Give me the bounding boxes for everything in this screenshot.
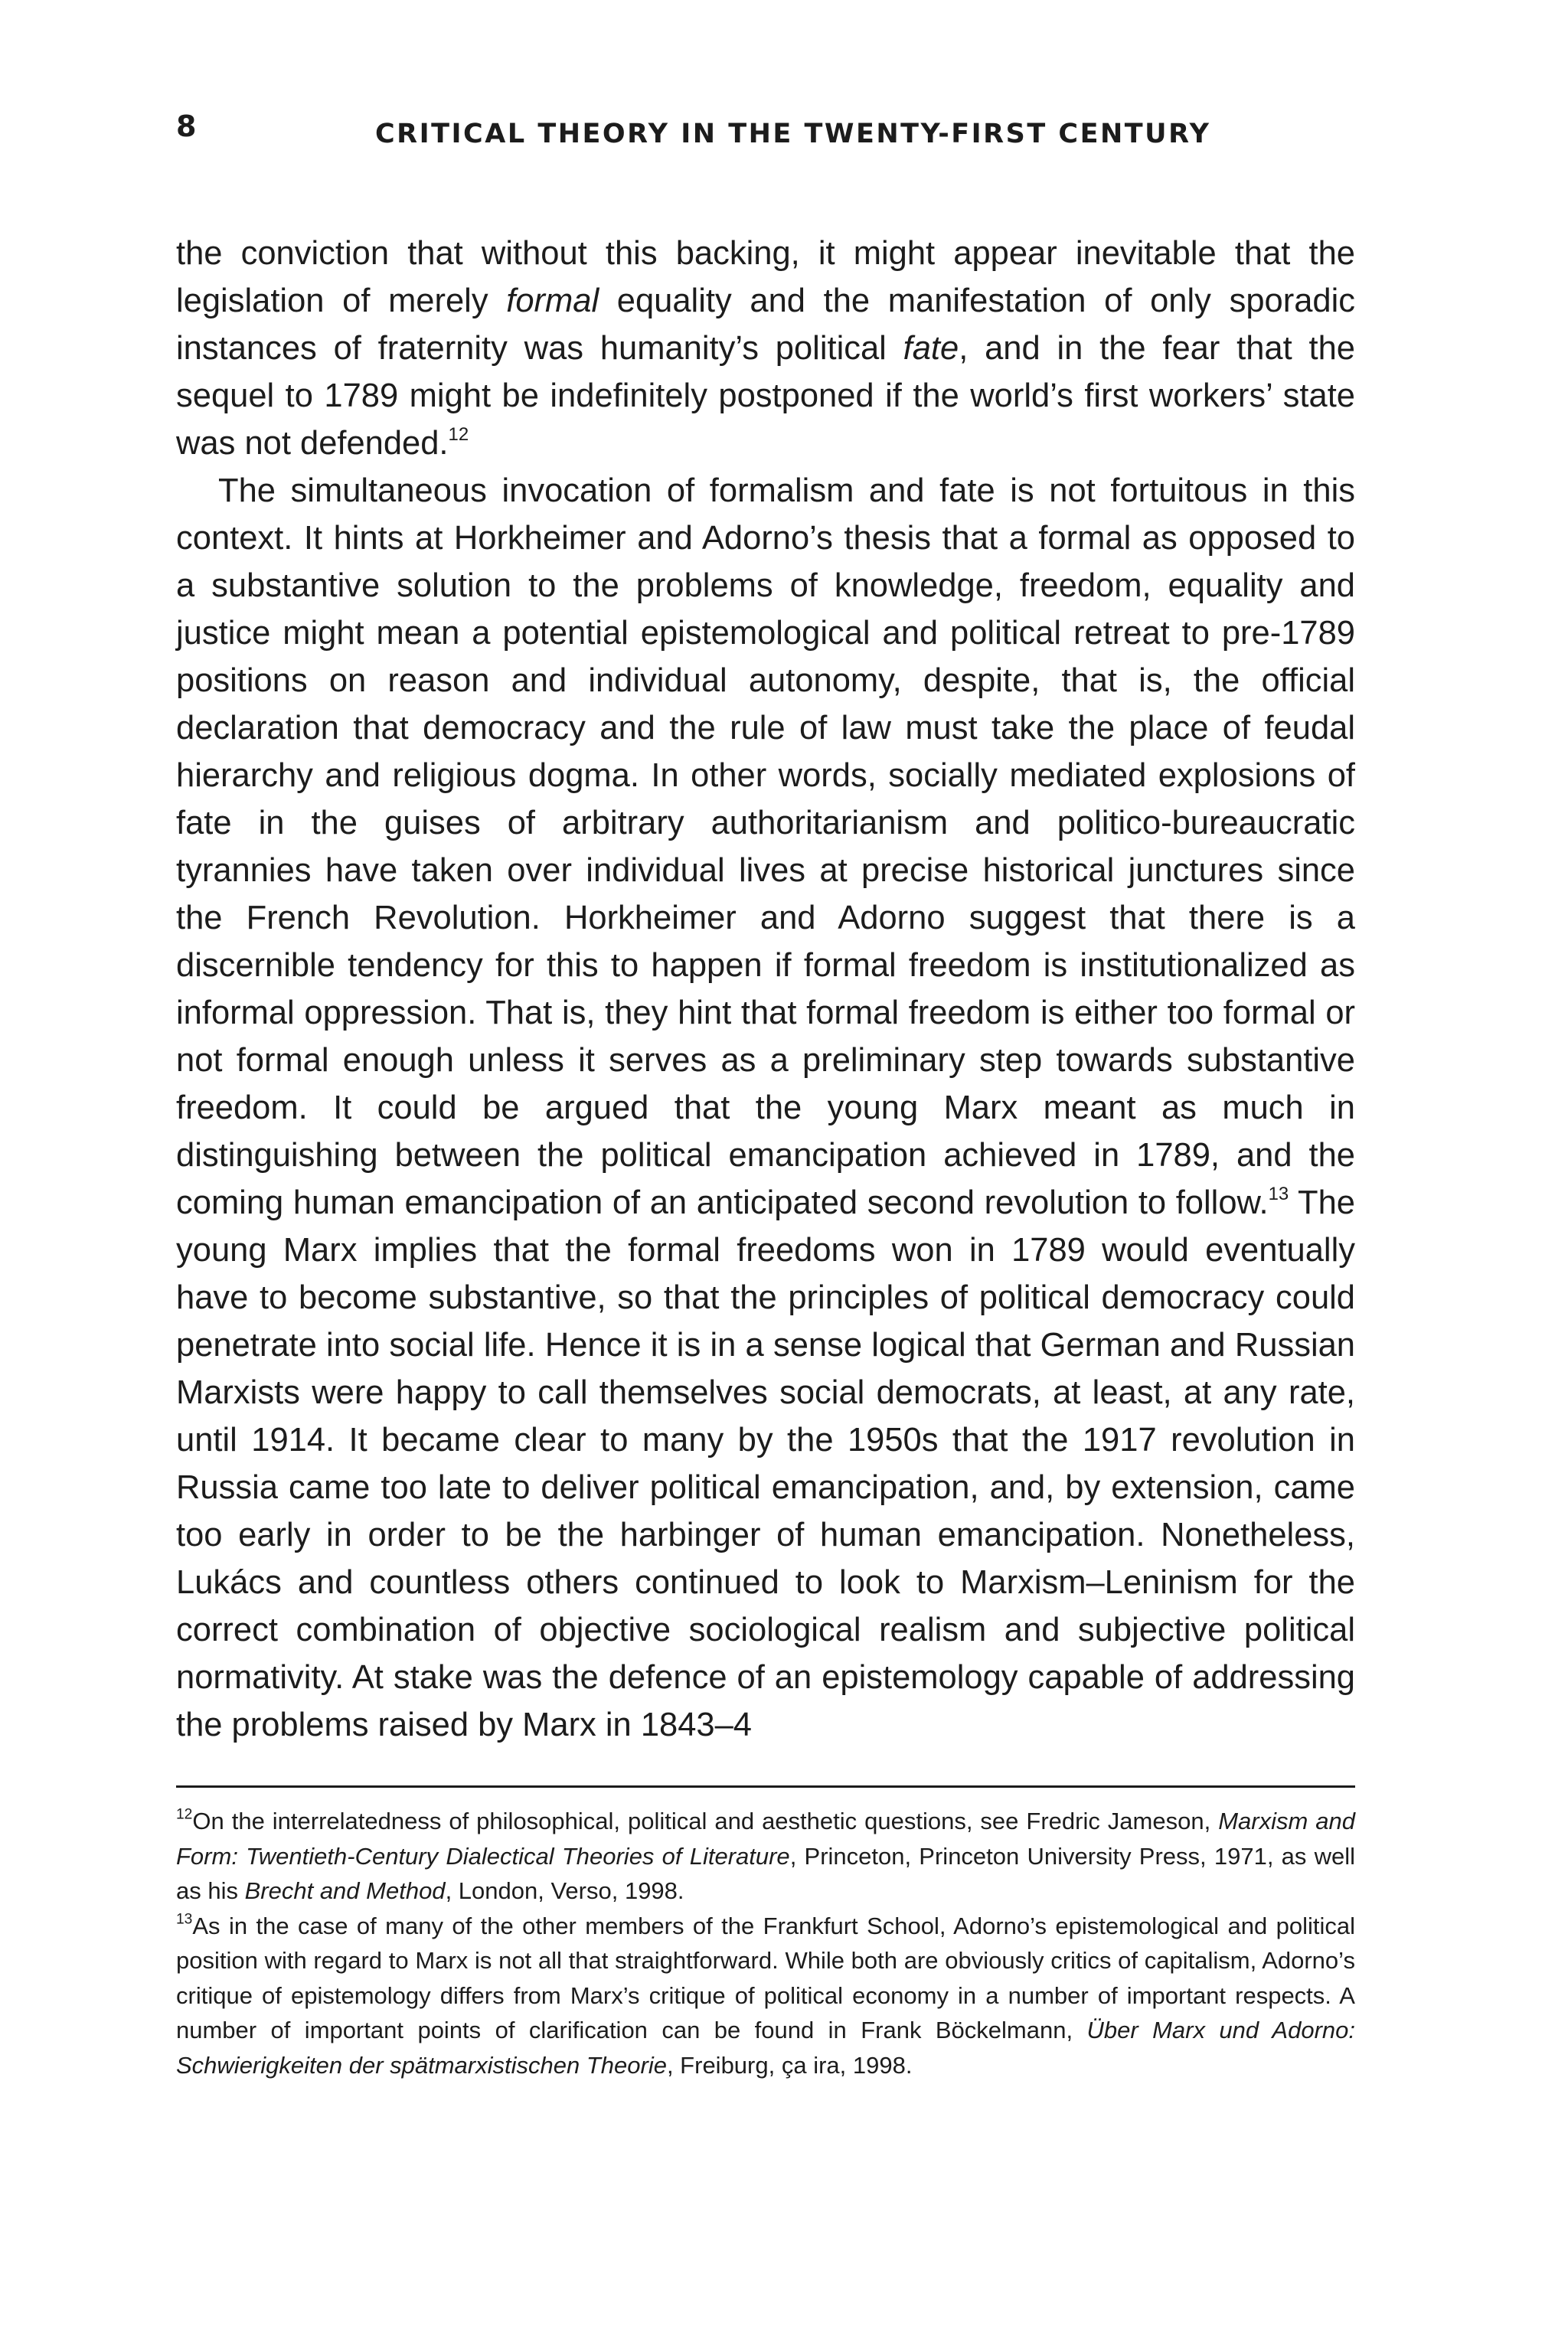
footnote-number: 12: [176, 1806, 193, 1823]
footnote-12: [176, 1804, 1355, 1909]
text-run: , Freiburg, ça ira, 1998.: [666, 2051, 913, 2079]
book-title: Brecht and Method: [244, 1877, 446, 1904]
text-run: The young Marx implies that the formal freedoms won in 1789 would eventually have to become substantive, so that the principles of political democracy could penetrate into social life. Hence it is in a sense logical that German and Russian Marxists were happy to call themselves social democrats, at least, at any rate, until 1914. It became clear to many by the 1950s that the 1917 revolution in Russia came too late to deliver political emancipation, and, by extension, came too early in order to be the harbinger of human emancipation. Nonetheless, Lukács and countless others continued to look to Marxism–Leninism for the correct combination of objective sociological realism and subjective political normativity. At stake was the defence of an epistemology capable of addressing the problems raised by Marx in 1843–4: [176, 1184, 1356, 1743]
footnote-rule: [176, 1785, 1355, 1788]
body-text: [176, 230, 1355, 1749]
text-run: , and in the fear that the sequel to 1789 might be indefinitely postponed if the world’s first workers’ state was not defended.: [176, 330, 1355, 462]
page-number: 8: [176, 109, 197, 143]
footnotes: [176, 1804, 1355, 2082]
text-run: , Princeton, Princeton University Press, 1971, as well as his: [176, 1842, 1355, 1904]
emphasis: fate: [903, 330, 959, 367]
running-head: CRITICAL THEORY IN THE TWENTY-FIRST CENTURY: [375, 119, 1211, 149]
book-title: Über Marx und Adorno: Schwierigkeiten der spätmarxistischen Theorie: [176, 2017, 1355, 2079]
text-run: , London, Verso, 1998.: [445, 1877, 684, 1904]
text-run: As in the case of many of the other members of the Frankfurt School, Adorno’s epistemological and political position with regard to Marx is not all that straightforward. While both are obviously critics of capitalism, Adorno’s critique of epistemology differs from Marx’s critique of political economy in a number of important respects. A number of important points of clarification can be found in Frank Böckelmann,: [176, 1912, 1355, 2043]
text-run: The simultaneous invocation of formalism and fate is not fortuitous in this context. It hints at Horkheimer and Adorno’s thesis that a formal as opposed to a substantive solution to the problems of knowledge, freedom, equality and justice might mean a potential epistemological and political retreat to pre-1789 positions on reason and individual autonomy, despite, that is, the official declaration that democracy and the rule of law must take the place of feudal hierarchy and religious dogma. In other words, socially mediated explosions of fate in the guises of arbitrary authoritarianism and politico-bureaucratic tyrannies have taken over individual lives at precise historical junctures since the French Revolution. Horkheimer and Adorno suggest that there is a discernible tendency for this to happen if formal freedom is institutionalized as informal oppression. That is, they hint that formal freedom is either too formal or not formal enough unless it serves as a preliminary step towards substantive freedom. It could be argued that the young Marx meant as much in distinguishing between the political emancipation achieved in 1789, and the coming human emancipation of an anticipated second revolution to follow.: [176, 472, 1355, 1221]
text-run: On the interrelatedness of philosophical, political and aesthetic questions, see Fredric Jameson,: [192, 1808, 1219, 1834]
footnote-13: [176, 1909, 1355, 2083]
text-run: equality and the manifestation of only sporadic instances of fraternity was humanity’s political: [176, 283, 1356, 367]
text-run: the conviction that without this backing, it might appear inevitable that the legislation of merely: [176, 235, 1355, 319]
book-title: Marxism and Form: Twentieth-Century Dialectical Theories of Literature: [176, 1808, 1356, 1870]
emphasis: formal: [506, 283, 599, 319]
footnote-number: 13: [176, 1911, 193, 1928]
footnote-reference-13[interactable]: 13: [1268, 1184, 1289, 1205]
footnote-reference-12[interactable]: 12: [448, 424, 469, 446]
paragraph-2: [176, 467, 1355, 1749]
paragraph-1: [176, 230, 1355, 467]
